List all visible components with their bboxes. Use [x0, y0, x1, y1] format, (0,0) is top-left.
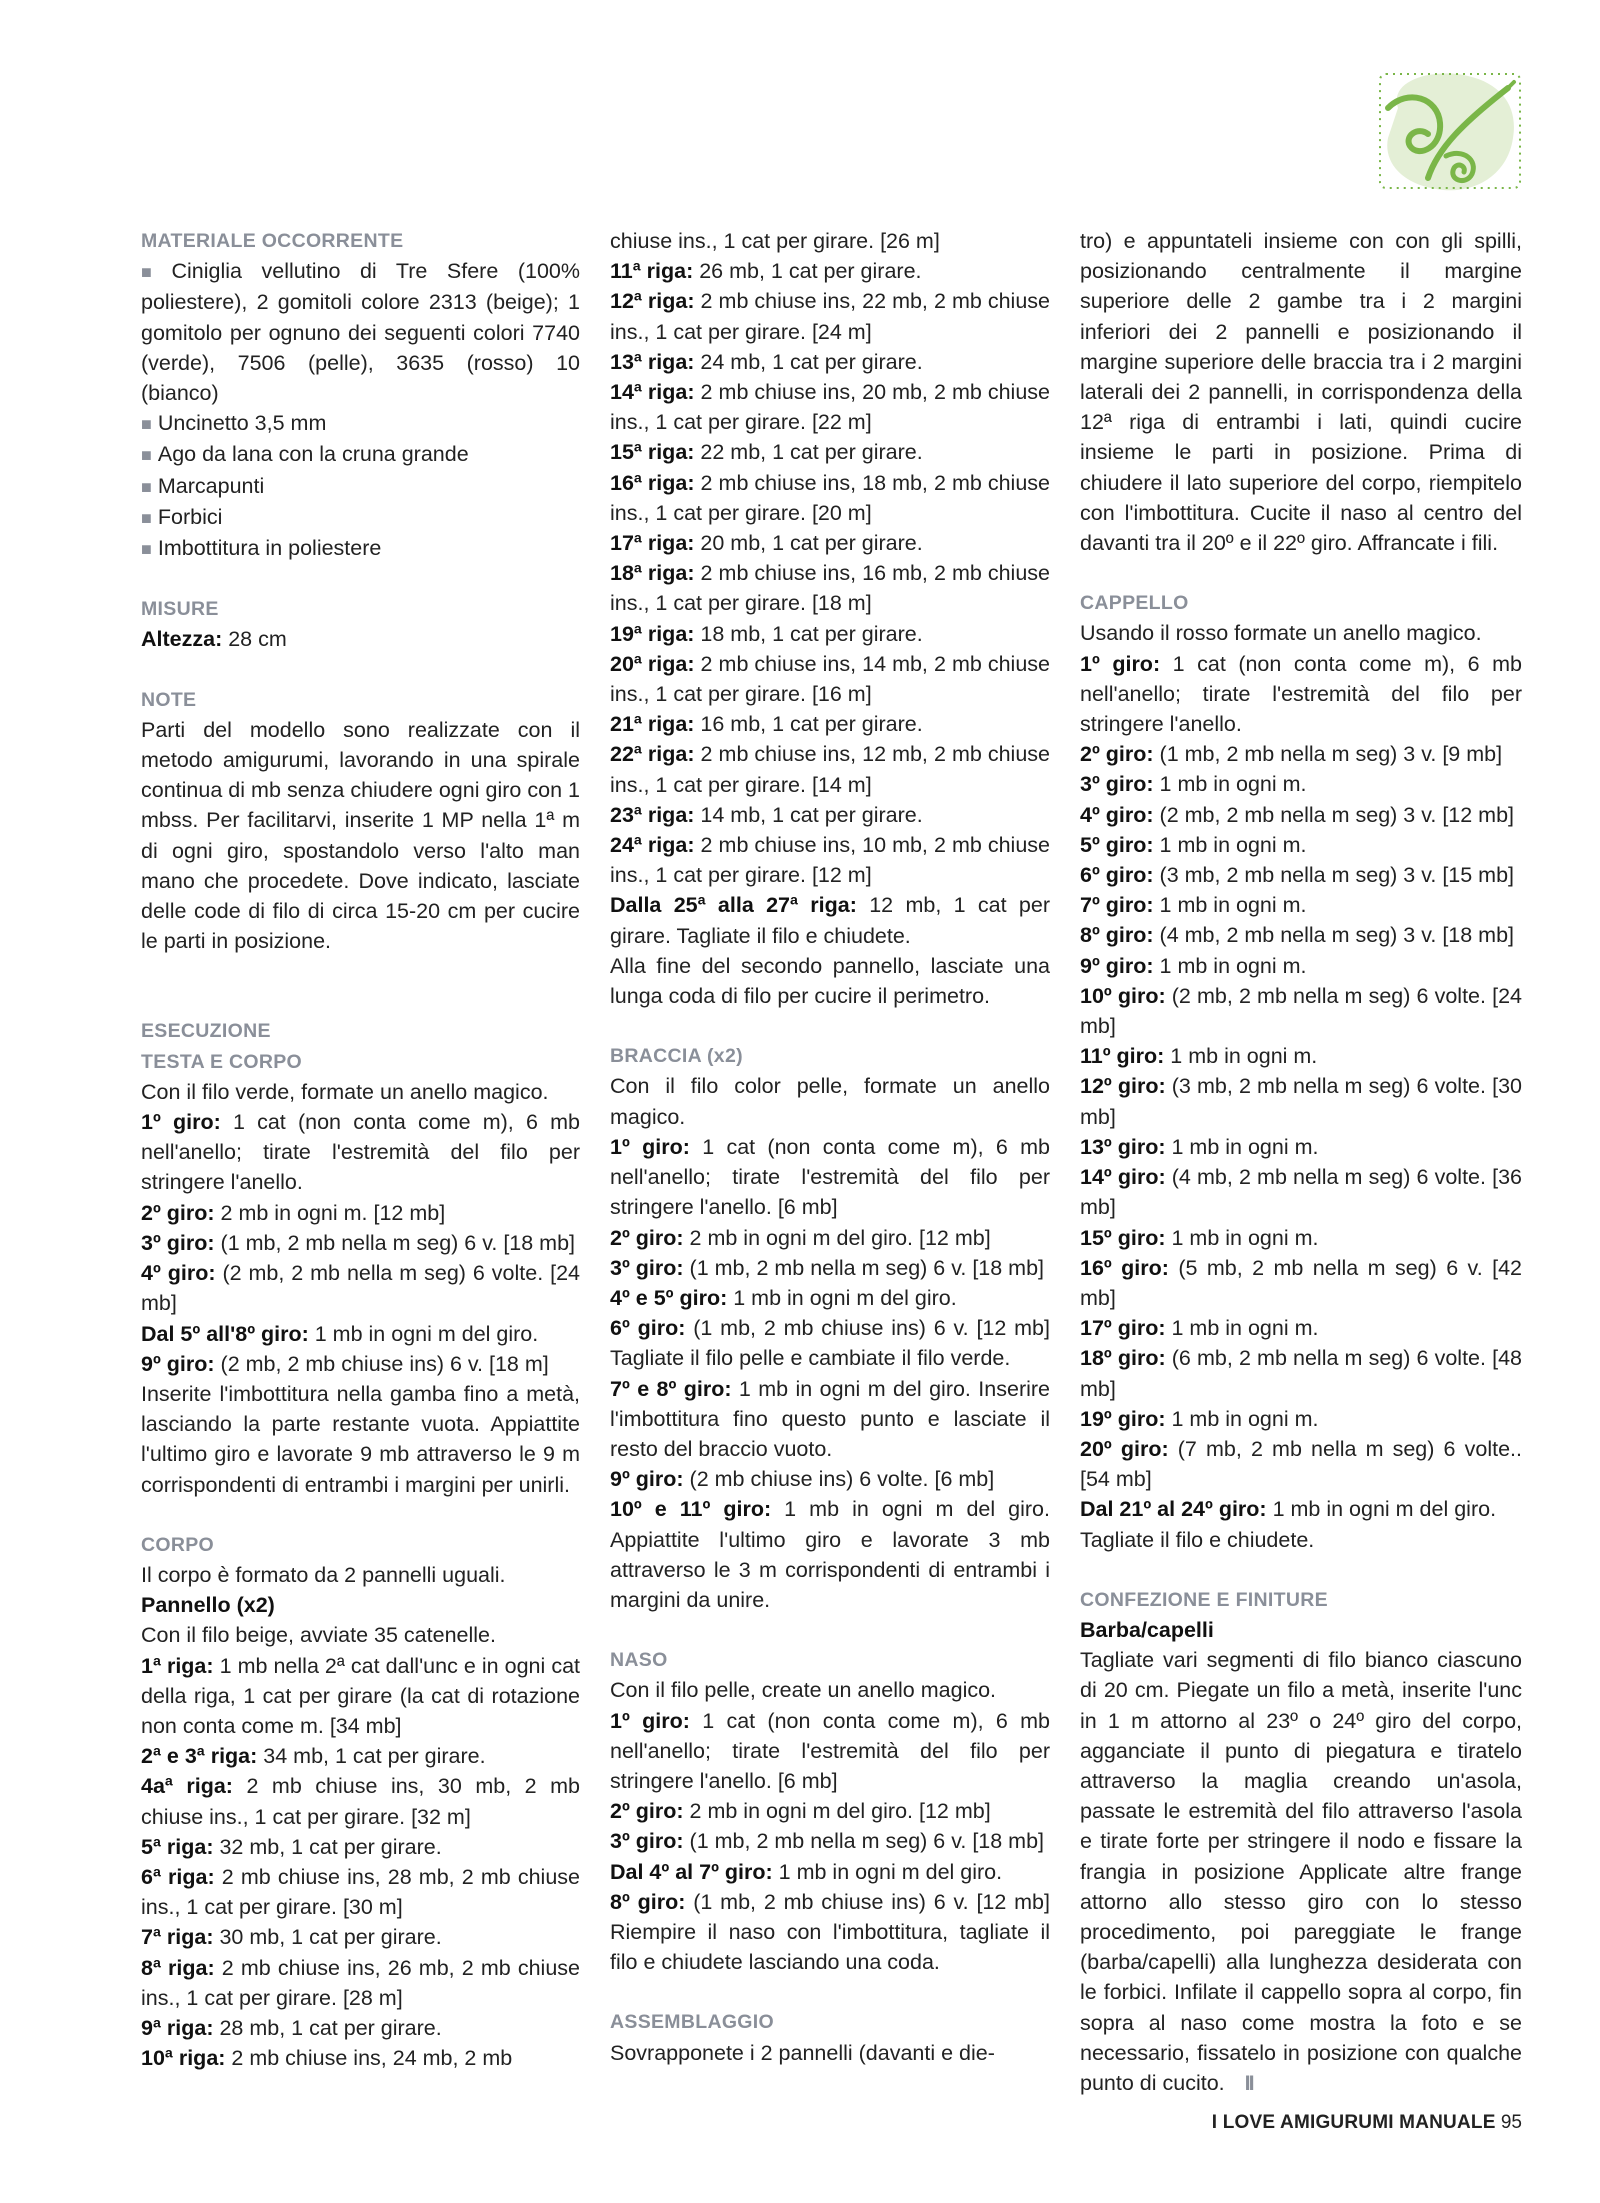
row-text: (3 mb, 2 mb nella m seg) 6 volte. [30 mb]	[1080, 1074, 1522, 1129]
pannello-intro: Con il filo beige, avviate 35 catenelle.	[141, 1623, 496, 1648]
instruction-row	[1080, 769, 1522, 799]
row-text: 20 mb, 1 cat per girare.	[694, 531, 923, 556]
row-text: 2 mb in ogni m del giro. [12 mb]	[683, 1225, 991, 1250]
instruction-row	[610, 1283, 1050, 1313]
crochet-hook-logo-icon	[1368, 68, 1526, 196]
row-text: 1 mb in ogni m.	[1153, 953, 1307, 978]
row-label: 3º giro:	[610, 1829, 684, 1854]
instruction-row	[1080, 1343, 1522, 1403]
row-label: 2º giro:	[1080, 742, 1154, 767]
assemblaggio-continued: tro) e appuntateli insieme con con gli spilli, posizionando centralmente il margine superiore delle 2 gambe tra i 2 margini inferiori dei 2 pannelli e posizionando il margine superiore delle braccia tra i 2 margini laterali dei 2 pannelli, in corrispondenza della 12ª riga di entrambi i lati, quindi cucire insieme le parti in posizione. Prima di chiudere il lato superiore del corpo, riempitelo con l'imbottitura. Cucite il naso al centro del davanti tra il 20º e il 22º giro. Affrancate i fili.	[1080, 229, 1522, 556]
barba-text	[1080, 1645, 1522, 2098]
assemblaggio-text: Sovrapponete i 2 pannelli (davanti e die-	[610, 2040, 995, 2065]
row-label: 1º giro:	[141, 1110, 221, 1135]
row-text: 2 mb chiuse ins, 22 mb, 2 mb chiuse ins., 1 cat per girare. [24 m]	[610, 289, 1050, 344]
instruction-row	[610, 347, 1050, 377]
testa-intro: Con il filo verde, formate un anello magico.	[141, 1079, 549, 1104]
row-label: 23ª riga:	[610, 802, 695, 827]
page-number: 95	[1500, 2112, 1522, 2133]
instruction-row	[610, 1706, 1050, 1797]
row-label: 8º giro:	[610, 1889, 686, 1914]
row-label: 7ª riga:	[141, 1925, 214, 1950]
instruction-row	[1080, 1253, 1522, 1313]
row-text: 2 mb in ogni m. [12 mb]	[214, 1200, 446, 1225]
row-text: 1 cat (non conta come m), 6 mb nell'anello; tirate l'estremità del filo per stringere l'anello. [6 mb]	[610, 1134, 1050, 1220]
row-label: Dal 5º all'8º giro:	[141, 1321, 309, 1346]
corpo-rows	[141, 1651, 580, 2074]
instruction-row	[1080, 1132, 1522, 1162]
pannello-outro: Alla fine del secondo pannello, lasciate una lunga coda di filo per cucire il perimetro.	[610, 953, 1050, 1009]
row-text: 28 mb, 1 cat per girare.	[213, 2015, 442, 2040]
row-label: 2º giro:	[610, 1225, 684, 1250]
instruction-row	[1080, 649, 1522, 740]
instruction-row	[1080, 1494, 1522, 1524]
row-text: 16 mb, 1 cat per girare.	[694, 712, 923, 737]
altezza-line	[141, 624, 580, 654]
row-label: 16º giro:	[1080, 1255, 1169, 1280]
instruction-row	[610, 709, 1050, 739]
row-text: 1 mb in ogni m.	[1153, 832, 1307, 857]
note-text: Parti del modello sono realizzate con il metodo amigurumi, lavorando in una spirale continua di mb senza chiudere ogni giro con 1 mbss. Per facilitarvi, inserite 1 MP nella 1ª m di ogni giro, spostandolo verso l'alto man mano che procedete. Dove indicato, lasciate delle code di filo di circa 15-20 cm per cucire le parti in posizione.	[141, 717, 580, 954]
instruction-row	[610, 528, 1050, 558]
row-label: 4aª riga:	[141, 1774, 233, 1799]
row-text: 18 mb, 1 cat per girare.	[694, 621, 923, 646]
row-label: 20º giro:	[1080, 1436, 1169, 1461]
row-label: 2º giro:	[610, 1799, 684, 1824]
note-heading: NOTE	[141, 688, 197, 711]
row-label: 4º giro:	[141, 1261, 216, 1286]
instruction-row	[1080, 920, 1522, 950]
column-1	[141, 226, 580, 2073]
row-text: (4 mb, 2 mb nella m seg) 3 v. [18 mb]	[1153, 923, 1515, 948]
testa-rows	[141, 1107, 580, 1379]
row-text: 2 mb chiuse ins, 10 mb, 2 mb chiuse ins., 1 cat per girare. [12 m]	[610, 833, 1050, 888]
row-label: 18ª riga:	[610, 561, 695, 586]
row-text: (4 mb, 2 mb nella m seg) 6 volte. [36 mb]	[1080, 1165, 1522, 1220]
row-text: 1 mb in ogni m.	[1153, 893, 1307, 918]
instruction-row	[1080, 1404, 1522, 1434]
instruction-row	[610, 649, 1050, 709]
instruction-row	[1080, 1071, 1522, 1131]
instruction-row	[1080, 739, 1522, 769]
instruction-row	[610, 377, 1050, 437]
row-text: (2 mb, 2 mb nella m seg) 6 volte. [24 mb]	[141, 1261, 580, 1316]
row-label: 5ª riga:	[141, 1834, 214, 1859]
row-label: 5º giro:	[1080, 832, 1154, 857]
row-text: 34 mb, 1 cat per girare.	[257, 1744, 486, 1769]
row-label: 7º e 8º giro:	[610, 1376, 732, 1401]
naso-intro: Con il filo pelle, create un anello magico.	[610, 1678, 997, 1703]
instruction-row	[610, 619, 1050, 649]
row-text: 12 mb, 1 cat per girare. Tagliate il filo e chiudete.	[610, 893, 1050, 948]
cappello-rows	[1080, 649, 1522, 1525]
row-label: 3º giro:	[1080, 772, 1154, 797]
row-label: 2ª e 3ª riga:	[141, 1744, 258, 1769]
row-text: 2 mb chiuse ins, 12 mb, 2 mb chiuse ins., 1 cat per girare. [14 m]	[610, 742, 1050, 797]
row-text: 2 mb chiuse ins, 26 mb, 2 mb chiuse ins., 1 cat per girare. [28 m]	[141, 1955, 580, 2010]
row-text: 2 mb chiuse ins, 28 mb, 2 mb chiuse ins., 1 cat per girare. [30 m]	[141, 1864, 580, 1920]
row-label: 11º giro:	[1080, 1044, 1165, 1069]
instruction-row	[141, 1319, 580, 1349]
braccia-heading: BRACCIA (x2)	[610, 1045, 743, 1068]
instruction-row	[141, 1228, 580, 1258]
row-text: 1 mb in ogni m.	[1165, 1134, 1319, 1159]
material-item: ■ Ciniglia vellutino di Tre Sfere (100% poliestere), 2 gomitoli colore 2313 (beige); 1 gomitolo per ognuno dei seguenti colori 7740 (verde), 7506 (pelle), 3635 (rosso) 10 (bianco)	[141, 256, 580, 408]
material-item: ■ Uncinetto 3,5 mm	[141, 408, 580, 439]
row-text: 1 mb in ogni m.	[1153, 772, 1307, 797]
instruction-row	[141, 1198, 580, 1228]
instruction-row	[1080, 860, 1522, 890]
instruction-row	[141, 1922, 580, 1952]
row-label: 9ª riga:	[141, 2015, 214, 2040]
row-text: 1 mb in ogni m del giro.	[1266, 1497, 1497, 1522]
row-label: 7º giro:	[1080, 893, 1154, 918]
row-label: 16ª riga:	[610, 470, 695, 495]
row-label: 11ª riga:	[610, 259, 694, 284]
row-label: 1º giro:	[610, 1134, 690, 1159]
instruction-row	[141, 1651, 580, 1742]
row-label: 3º giro:	[610, 1255, 684, 1280]
corpo-heading: CORPO	[141, 1533, 215, 1556]
instruction-row	[610, 437, 1050, 467]
row-label: 12ª riga:	[610, 289, 695, 314]
barba-label: Barba/capelli	[1080, 1617, 1214, 1642]
instruction-row	[141, 1832, 580, 1862]
material-item: ■ Imbottitura in poliestere	[141, 533, 580, 564]
instruction-row	[1080, 1162, 1522, 1222]
instruction-row	[141, 1107, 580, 1198]
row-text: 14 mb, 1 cat per girare.	[694, 802, 923, 827]
instruction-row	[1080, 1434, 1522, 1494]
instruction-row	[610, 286, 1050, 346]
row-text: (1 mb, 2 mb chiuse ins) 6 v. [12 mb] Tagliate il filo pelle e cambiate il filo verde.	[610, 1316, 1050, 1371]
column-3	[1080, 226, 1522, 2098]
misure-heading: MISURE	[141, 598, 219, 621]
row-label: 19ª riga:	[610, 621, 695, 646]
row-text: (1 mb, 2 mb nella m seg) 6 v. [18 mb]	[683, 1255, 1045, 1280]
row-text: 22 mb, 1 cat per girare.	[694, 440, 923, 465]
cappello-intro: Usando il rosso formate un anello magico.	[1080, 621, 1482, 646]
row-label: 10º e 11º giro:	[610, 1497, 772, 1522]
row-label: 14ª riga:	[610, 380, 695, 405]
row-text: 2 mb in ogni m del giro. [12 mb]	[683, 1799, 991, 1824]
row-text: 1 mb in ogni m del giro. Appiattite l'ultimo giro e lavorate 3 mb attraverso le 3 m corrispondenti di entrambi i margini da unire.	[610, 1497, 1050, 1612]
materials-heading: MATERIALE OCCORRENTE	[141, 230, 404, 252]
row-text: 32 mb, 1 cat per girare.	[213, 1834, 442, 1859]
row-label: 22ª riga:	[610, 742, 695, 767]
instruction-row	[610, 739, 1050, 799]
row-text: 1 mb in ogni m del giro. Inserire l'imbottitura fino questo punto e lasciate il resto del braccio vuoto.	[610, 1376, 1050, 1461]
altezza-value: 28 cm	[222, 627, 287, 652]
instruction-row	[141, 1862, 580, 1922]
assemblaggio-heading: ASSEMBLAGGIO	[610, 2011, 774, 2034]
row-label: 8ª riga:	[141, 1955, 215, 1980]
row-text: (2 mb, 2 mb nella m seg) 6 volte. [24 mb]	[1080, 983, 1522, 1039]
row-text: (5 mb, 2 mb nella m seg) 6 v. [42 mb]	[1080, 1255, 1522, 1310]
row-text: 1 mb in ogni m del giro.	[772, 1859, 1003, 1884]
instruction-row	[610, 1494, 1050, 1615]
row-label: 12º giro:	[1080, 1074, 1166, 1099]
row-text: (3 mb, 2 mb nella m seg) 3 v. [15 mb]	[1153, 863, 1515, 888]
instruction-row	[610, 1374, 1050, 1465]
row-label: 1ª riga:	[141, 1653, 214, 1678]
row-label: 8º giro:	[1080, 923, 1154, 948]
row-text: 2 mb chiuse ins, 20 mb, 2 mb chiuse ins., 1 cat per girare. [22 m]	[610, 380, 1050, 435]
material-item: ■ Ago da lana con la cruna grande	[141, 439, 580, 470]
row-text: 1 cat (non conta come m), 6 mb nell'anello; tirate l'estremità del filo per stringere l'anello.	[1080, 651, 1522, 737]
barba-text-body: Tagliate vari segmenti di filo bianco ciascuno di 20 cm. Piegate un filo a metà, inserite l'unc in 1 m attorno al 23º o 24º giro del corpo, agganciate il punto di piegatura e tiratelo attraverso la maglia creando un'asola, passate le estremità del filo attraverso l'asola e tirate forte per stringere il nodo e fissare la frangia in posizione Applicate altre frange attorno allo stesso giro con lo stesso procedimento, poi pareggiate le frange (barba/capelli) alla lunghezza desiderata con le forbici. Infilate il cappello sopra al corpo, fin sopra al naso come mostra la foto e se necessario, fissatelo in posizione con qualche punto di cucito.	[1080, 1648, 1522, 2095]
row-text: 1 mb in ogni m.	[1164, 1044, 1318, 1069]
row-text: 1 mb in ogni m.	[1165, 1225, 1319, 1250]
row-text: 2 mb chiuse ins, 16 mb, 2 mb chiuse ins., 1 cat per girare. [18 m]	[610, 561, 1050, 616]
row-label: 13ª riga:	[610, 349, 695, 374]
instruction-row	[610, 558, 1050, 618]
row-label: 10º giro:	[1080, 983, 1166, 1008]
page-footer	[1212, 2112, 1522, 2134]
row-text: (1 mb, 2 mb nella m seg) 6 v. [18 mb]	[214, 1230, 576, 1255]
row-label: 20ª riga:	[610, 651, 695, 676]
row-label: 9º giro:	[141, 1351, 215, 1376]
row-label: Dalla 25ª alla 27ª riga:	[610, 893, 857, 918]
row-label: 4º giro:	[1080, 802, 1154, 827]
row-text: 30 mb, 1 cat per girare.	[213, 1925, 442, 1950]
row-text: 1 mb in ogni m del giro.	[727, 1285, 957, 1310]
instruction-row	[1080, 981, 1522, 1041]
row-text: 2 mb chiuse ins, 30 mb, 2 mb chiuse ins., 1 cat per girare. [32 m]	[141, 1774, 581, 1829]
row-label: 6º giro:	[1080, 863, 1154, 888]
instruction-row	[610, 1826, 1050, 1856]
row-label: 6ª riga:	[141, 1864, 215, 1889]
row-label: 17ª riga:	[610, 531, 695, 556]
instruction-row	[610, 1887, 1050, 1978]
row-text: (2 mb, 2 mb nella m seg) 3 v. [12 mb]	[1153, 802, 1515, 827]
magazine-title: I LOVE AMIGURUMI MANUALE	[1211, 2112, 1496, 2133]
row-text: (2 mb, 2 mb chiuse ins) 6 v. [18 m]	[214, 1351, 549, 1376]
row-text: 1 mb nella 2ª cat dall'unc e in ogni cat della riga, 1 cat per girare (la cat di rotazione non conta come m. [34 mb]	[141, 1653, 580, 1738]
row-text: (1 mb, 2 mb nella m seg) 3 v. [9 mb]	[1153, 742, 1503, 767]
instruction-row	[610, 830, 1050, 890]
row-text: 1 cat (non conta come m), 6 mb nell'anello; tirate l'estremità del filo per stringere l'anello.	[141, 1110, 580, 1195]
instruction-row	[141, 1741, 580, 1771]
instruction-row	[610, 1223, 1050, 1253]
instruction-row	[610, 1464, 1050, 1494]
instruction-row	[610, 800, 1050, 830]
instruction-row	[1080, 1223, 1522, 1253]
row-label: 9º giro:	[1080, 953, 1154, 978]
row-text: 1 mb in ogni m.	[1165, 1316, 1319, 1341]
instruction-row	[610, 1253, 1050, 1283]
instruction-row	[141, 1258, 580, 1318]
row-label: 15ª riga:	[610, 440, 695, 465]
instruction-row	[141, 2043, 580, 2073]
row-text: (1 mb, 2 mb chiuse ins) 6 v. [12 mb] Riempire il naso con l'imbottitura, tagliate il filo e chiudete lasciando una coda.	[610, 1889, 1050, 1975]
row-label: Dal 4º al 7º giro:	[610, 1859, 773, 1884]
confezione-heading: CONFEZIONE E FINITURE	[1080, 1588, 1328, 1611]
instruction-row	[141, 2013, 580, 2043]
instruction-row	[1080, 1041, 1522, 1071]
row-label: 17º giro:	[1080, 1316, 1166, 1341]
row-text: 2 mb chiuse ins, 18 mb, 2 mb chiuse ins., 1 cat per girare. [20 m]	[610, 470, 1050, 525]
row-label: 1º giro:	[610, 1708, 690, 1733]
instruction-row	[610, 1313, 1050, 1373]
instruction-row	[1080, 1313, 1522, 1343]
row-label: 3º giro:	[141, 1230, 215, 1255]
esecuzione-heading: ESECUZIONE	[141, 1020, 271, 1043]
instruction-row	[141, 1953, 580, 2013]
row-label: 24ª riga:	[610, 833, 695, 858]
material-item: ■ Forbici	[141, 502, 580, 533]
altezza-label: Altezza:	[141, 627, 223, 652]
braccia-intro: Con il filo color pelle, formate un anello magico.	[610, 1074, 1050, 1129]
instruction-row	[610, 1857, 1050, 1887]
row-text: (7 mb, 2 mb nella m seg) 6 volte.. [54 mb]	[1080, 1436, 1522, 1492]
row-text: 1 mb in ogni m.	[1165, 1406, 1319, 1431]
row-text: 24 mb, 1 cat per girare.	[694, 349, 923, 374]
row-text: (1 mb, 2 mb nella m seg) 6 v. [18 mb]	[683, 1829, 1045, 1854]
instruction-row	[610, 890, 1050, 950]
row-label: 18º giro:	[1080, 1346, 1166, 1371]
row-label: 2º giro:	[141, 1200, 215, 1225]
row-text: 26 mb, 1 cat per girare.	[693, 259, 922, 284]
row-label: 4º e 5º giro:	[610, 1285, 728, 1310]
row-text: 2 mb chiuse ins, 14 mb, 2 mb chiuse ins., 1 cat per girare. [16 m]	[610, 651, 1050, 707]
row-text: 1 mb in ogni m del giro.	[308, 1321, 539, 1346]
instruction-row	[610, 1796, 1050, 1826]
testa-outro: Inserite l'imbottitura nella gamba fino a metà, lasciando la parte restante vuota. Appiattite l'ultimo giro e lavorate 9 mb attraverso le 9 m corrispondenti di entrambi i margini per unirli.	[141, 1381, 580, 1497]
row-label: 6º giro:	[610, 1316, 686, 1341]
row-label: 19º giro:	[1080, 1406, 1166, 1431]
row-text: 2 mb chiuse ins, 24 mb, 2 mb	[225, 2046, 513, 2071]
row-label: 1º giro:	[1080, 651, 1161, 676]
testa-heading: TESTA E CORPO	[141, 1050, 302, 1073]
pannello-label: Pannello (x2)	[141, 1593, 275, 1618]
instruction-row	[1080, 800, 1522, 830]
row-label: 15º giro:	[1080, 1225, 1166, 1250]
row-text: 1 cat (non conta come m), 6 mb nell'anello; tirate l'estremità del filo per stringere l'anello. [6 mb]	[610, 1708, 1050, 1793]
corpo-intro: Il corpo è formato da 2 pannelli uguali.	[141, 1562, 506, 1587]
instruction-row	[1080, 830, 1522, 860]
braccia-rows	[610, 1132, 1050, 1615]
row-text: (6 mb, 2 mb nella m seg) 6 volte. [48 mb]	[1080, 1346, 1522, 1401]
column-2	[610, 226, 1050, 2068]
cappello-heading: CAPPELLO	[1080, 592, 1189, 615]
row-label: 10ª riga:	[141, 2046, 226, 2071]
instruction-row	[610, 1132, 1050, 1223]
instruction-row	[1080, 951, 1522, 981]
row-label: Dal 21º al 24º giro:	[1080, 1497, 1267, 1522]
material-item: ■ Marcapunti	[141, 471, 580, 502]
naso-heading: NASO	[610, 1649, 668, 1672]
instruction-row	[1080, 890, 1522, 920]
instruction-row	[141, 1349, 580, 1379]
row-text: (2 mb chiuse ins) 6 volte. [6 mb]	[683, 1467, 995, 1492]
pannello-rows	[610, 256, 1050, 951]
row-label: 9º giro:	[610, 1467, 684, 1492]
instruction-row	[141, 1771, 580, 1831]
instruction-row	[610, 468, 1050, 528]
instruction-row	[610, 256, 1050, 286]
naso-rows	[610, 1706, 1050, 1978]
continued-text: chiuse ins., 1 cat per girare. [26 m]	[610, 229, 940, 253]
row-label: 14º giro:	[1080, 1165, 1166, 1190]
row-label: 21ª riga:	[610, 712, 695, 737]
cappello-outro: Tagliate il filo e chiudete.	[1080, 1527, 1315, 1552]
row-label: 13º giro:	[1080, 1134, 1166, 1159]
end-mark: II	[1244, 2070, 1253, 2095]
